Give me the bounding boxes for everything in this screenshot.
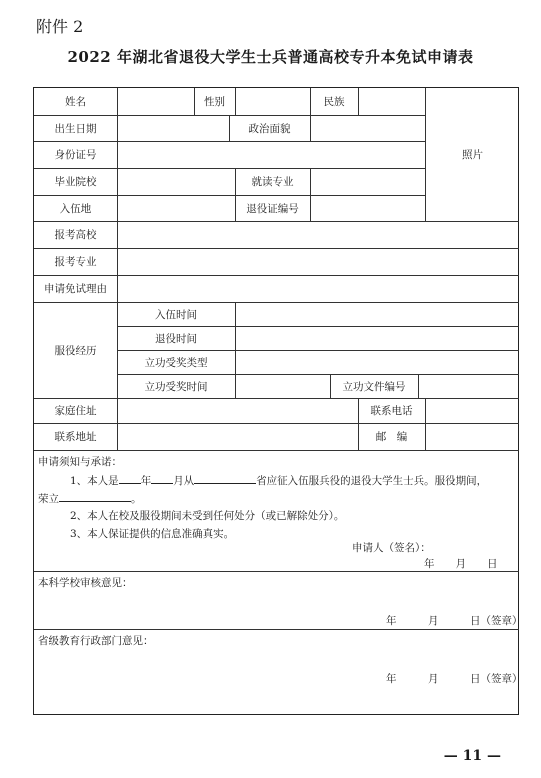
major-studied-field[interactable] [311,169,424,194]
notice-item-1-prefix: 1、本人是 [70,475,119,487]
target-school-label: 报考高校 [54,229,97,241]
province-blank[interactable] [194,472,256,484]
ethnicity-label: 民族 [323,96,345,108]
contact-address-field[interactable] [118,424,357,449]
merit-type-field[interactable] [236,351,518,373]
exemption-reason-field[interactable] [118,276,518,301]
ethnicity-field[interactable] [359,89,424,114]
id-number-label: 身份证号 [54,149,97,161]
photo-box[interactable]: 照片 [462,149,483,161]
year-blank[interactable] [119,472,141,484]
application-form-table [33,87,523,715]
home-address-label: 家庭住址 [54,405,97,417]
merit-time-label: 立功受奖时间 [144,380,208,393]
notice-item-1-year: 年 [140,475,152,487]
merit-prefix: 荣立 [38,493,59,505]
target-school-field[interactable] [118,222,518,247]
page-number: — 11 — [443,748,501,764]
notice-heading: 申请须知与承诺： [38,456,122,468]
phone-field[interactable] [426,399,518,422]
province-opinion-date: 年 月 日（签章） [386,673,523,685]
notice-item-1-suffix: 省应征入伍服兵役的退役大学生士兵。服役期间， [256,475,488,487]
name-label: 姓名 [65,96,86,108]
birth-date-field[interactable] [118,116,228,140]
merit-suffix: 。 [131,493,142,505]
notice-item-1-line2 [38,490,142,506]
notice-item-1-month: 月从 [173,475,195,487]
applicant-signature-date: 年 月 日 [424,558,498,570]
notice-item-2: 2、本人在校及服役期间未受到任何处分（或已解除处分）。 [70,510,345,522]
discharge-cert-label: 退役证编号 [246,202,299,215]
merit-doc-field[interactable] [419,375,518,397]
discharge-time-label: 退役时间 [155,332,197,345]
home-address-field[interactable] [118,399,357,422]
form-title: 2022 年湖北省退役大学生士兵普通高校专升本免试申请表 [67,48,474,66]
name-field[interactable] [118,89,193,114]
merit-time-field[interactable] [236,375,329,397]
attachment-label: 附件 2 [36,17,84,36]
birth-date-label: 出生日期 [54,122,97,135]
discharge-time-field[interactable] [236,327,518,349]
contact-address-label: 联系地址 [54,431,97,443]
discharge-cert-field[interactable] [311,196,424,220]
applicant-signature-label: 申请人（签名）： [352,542,431,554]
enlist-time-label: 入伍时间 [155,308,197,321]
enlistment-place-label: 入伍地 [59,202,92,215]
political-status-field[interactable] [311,116,424,140]
merit-blank[interactable] [59,490,131,502]
target-major-label: 报考专业 [54,256,97,268]
graduated-school-field[interactable] [118,169,234,194]
school-opinion-label: 本科学校审核意见： [38,577,133,589]
merit-type-label: 立功受奖类型 [144,356,208,369]
id-number-field[interactable] [118,142,424,167]
postcode-field[interactable] [426,424,518,449]
phone-label: 联系电话 [370,405,413,417]
gender-label: 性别 [204,96,225,108]
school-opinion-date: 年 月 日（签章） [386,615,523,627]
notice-item-3: 3、本人保证提供的信息准确真实。 [70,528,235,540]
enlistment-place-field[interactable] [118,196,234,220]
exemption-reason-label: 申请免试理由 [44,283,107,295]
target-major-field[interactable] [118,249,518,274]
service-experience-label: 服役经历 [54,344,97,357]
graduated-school-label: 毕业院校 [54,176,97,188]
major-studied-label: 就读专业 [251,176,294,188]
merit-doc-label: 立功文件编号 [342,380,406,393]
province-opinion-label: 省级教育行政部门意见： [38,635,154,647]
month-blank[interactable] [151,472,173,484]
gender-field[interactable] [236,89,309,114]
political-status-label: 政治面貌 [248,122,291,135]
enlist-time-field[interactable] [236,303,518,325]
notice-item-1 [70,472,487,488]
postcode-label: 邮 编 [375,431,408,443]
